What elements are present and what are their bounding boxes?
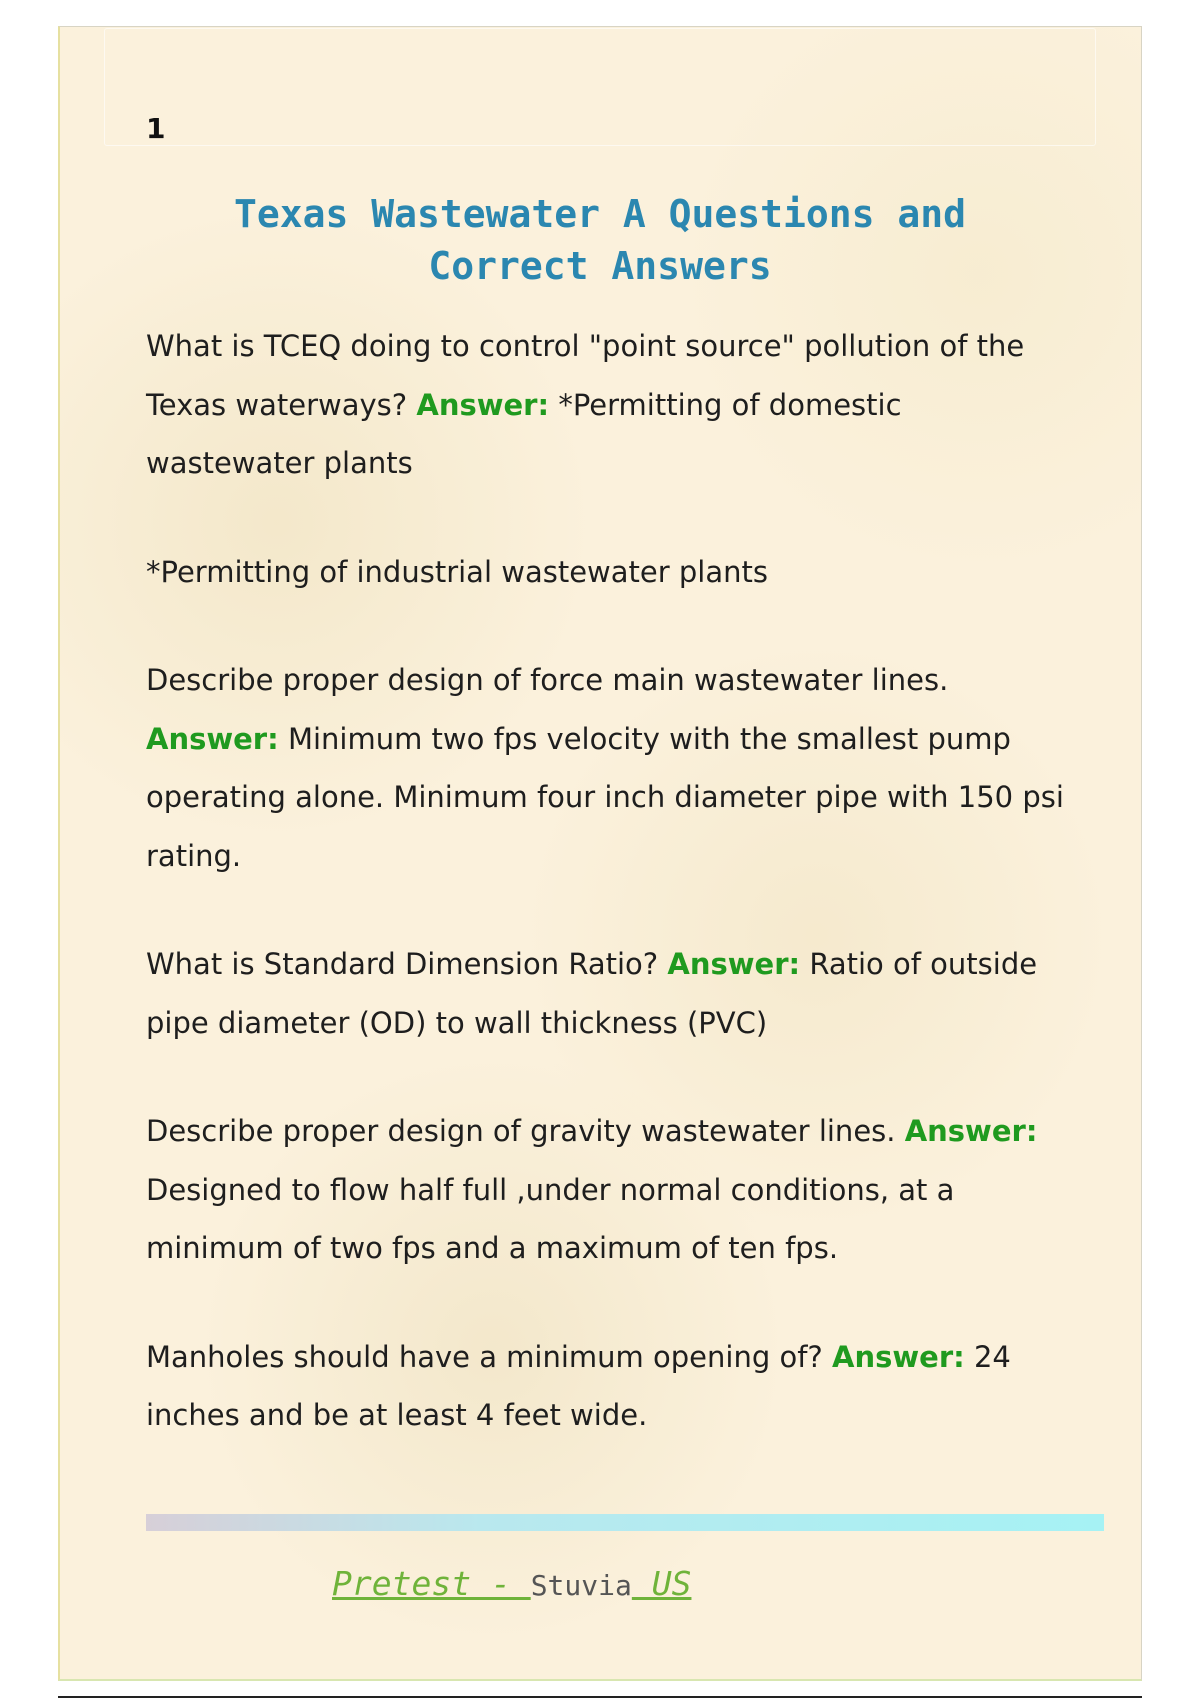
answer-label: Answer: (146, 721, 279, 756)
answer-text: Designed to flow half full ,under normal conditions, at a minimum of two fps and a maximum of ten fps. (146, 1172, 955, 1265)
qa-item-4 (146, 1102, 1066, 1278)
question-text: Describe proper design of force main wastewater lines. (146, 663, 949, 697)
qa-text (146, 651, 1066, 885)
question-text: Describe proper design of gravity wastewater lines. (146, 1114, 896, 1148)
qa-item-3 (146, 935, 1066, 1052)
footer-us-link[interactable]: US (631, 1564, 692, 1603)
answer-text: Minimum two fps velocity with the smallest pump operating alone. Minimum four inch diameter pipe with 150 psi rating. (146, 721, 1064, 873)
footer-divider (146, 1514, 1104, 1531)
answer-text: 24 inches and be at least 4 feet wide. (146, 1339, 1011, 1432)
qa-text (146, 935, 1066, 1052)
question-text: What is Standard Dimension Ratio? (146, 947, 659, 981)
answer-label: Answer: (904, 1114, 1038, 1148)
bottom-rule (58, 1696, 1142, 1698)
page-number: 1 (146, 112, 166, 145)
question-text: Manholes should have a minimum opening of? (146, 1339, 823, 1374)
qa-content (146, 317, 1066, 1495)
answer-label: Answer: (832, 1339, 965, 1374)
answer-extra-text: *Permitting of industrial wastewater plants (146, 554, 768, 589)
qa-item-5 (146, 1328, 1066, 1445)
qa-text (146, 317, 1066, 493)
qa-item-1 (146, 317, 1066, 601)
answer-label: Answer: (667, 947, 801, 981)
qa-text (146, 1102, 1066, 1278)
qa-text (146, 1328, 1066, 1445)
footer-stuvia-text: Stuvia (530, 1569, 632, 1602)
footer-pretest-link[interactable]: Pretest - (332, 1564, 531, 1603)
qa-item-2 (146, 651, 1066, 885)
header-frame (104, 28, 1096, 146)
answer-label: Answer: (416, 387, 550, 422)
answer-text: Ratio of outside pipe diameter (OD) to wall thickness (PVC) (146, 947, 1038, 1040)
page-title: Texas Wastewater A Questions and Correct Answers (233, 192, 967, 288)
footer-watermark (332, 1564, 691, 1603)
question-text: What is TCEQ doing to control "point source" pollution of the Texas waterways? (146, 329, 1025, 422)
answer-text: *Permitting of domestic wastewater plants (146, 387, 902, 480)
